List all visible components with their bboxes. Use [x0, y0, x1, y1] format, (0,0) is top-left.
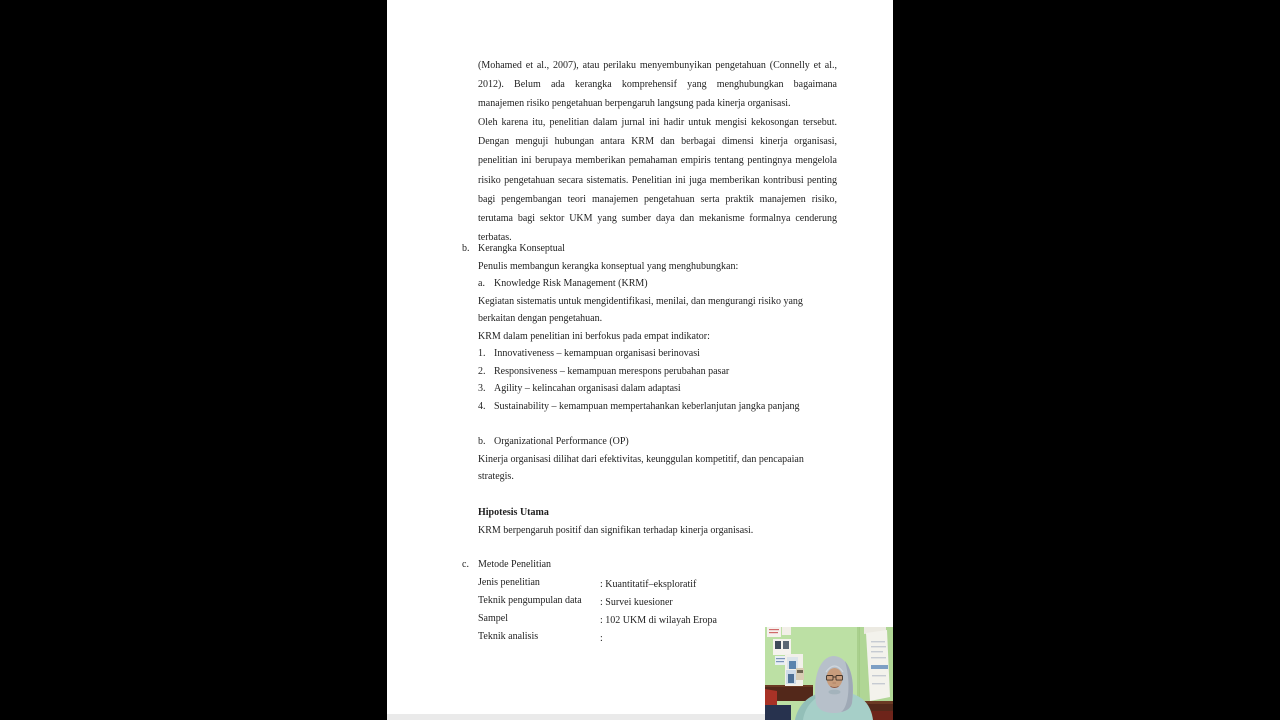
list-item	[462, 345, 837, 363]
body-line: strategis.	[478, 471, 514, 482]
paragraph-line: terbatas.	[478, 231, 512, 243]
sub-title: Knowledge Risk Management (KRM)	[494, 278, 648, 289]
presenter-video	[765, 627, 893, 720]
list-marker: 4.	[478, 400, 486, 412]
list-item	[462, 363, 837, 381]
paragraph-line: 2012). Belum ada kerangka komprehensif yang menghubungkan bagaimana	[478, 79, 837, 91]
list-item-text: Agility – kelincahan organisasi dalam adaptasi	[494, 383, 681, 394]
method-value: : 102 UKM di wilayah Eropa	[600, 615, 717, 626]
section-heading	[462, 556, 837, 574]
paragraph-line: Dengan menguji hubungan antara KRM dan berbagai dimensi kinerja organisasi,	[478, 136, 837, 148]
paragraph-line: risiko pengetahuan secara sistematis. Penelitian ini juga memberikan kontribusi penting	[478, 174, 837, 186]
list-item-text: Responsiveness – kemampuan merespons perubahan pasar	[494, 365, 730, 377]
paragraph	[478, 56, 837, 113]
sub-heading-op	[462, 433, 837, 451]
method-row	[462, 592, 837, 610]
paragraph-line: (Mohamed et al., 2007), atau perilaku menyembunyikan pengetahuan (Connelly et al.,	[478, 60, 837, 71]
paragraph-line: bagi pengembangan teori manajemen pengetahuan serta praktik manajemen risiko,	[478, 193, 837, 205]
section-organizational-performance	[462, 433, 837, 486]
list-marker: a.	[478, 278, 485, 289]
list-marker: 2.	[478, 365, 486, 377]
paragraph-line: terutama bagi sektor UKM yang sumber daya dan mekanisme formalnya cenderung	[478, 212, 837, 224]
method-value: : Kuantitatif–eksploratif	[600, 579, 697, 590]
section-title: Kerangka Konseptual	[478, 243, 565, 254]
webcam-overlay[interactable]	[765, 627, 893, 720]
paragraph-line: manajemen risiko pengetahuan berpengaruh langsung pada kinerja organisasi.	[478, 98, 791, 110]
list-item-text: Innovativeness – kemampuan organisasi berinovasi	[494, 348, 700, 359]
method-label: Teknik analisis	[478, 631, 539, 642]
section-heading	[462, 240, 837, 258]
paragraph-line: Oleh karena itu, penelitian dalam jurnal ini hadir untuk mengisi kekosongan tersebut.	[478, 117, 837, 129]
section-title: Metode Penelitian	[478, 559, 552, 570]
method-row	[462, 610, 837, 628]
method-label: Teknik pengumpulan data	[478, 595, 582, 606]
section-kerangka-konseptual	[462, 240, 837, 415]
sub-heading-krm	[462, 275, 837, 293]
method-value: : Survei kuesioner	[600, 597, 673, 608]
list-marker: b.	[478, 436, 486, 447]
method-row	[462, 574, 837, 592]
method-value: :	[600, 633, 603, 644]
list-marker: 3.	[478, 383, 486, 394]
body-line: Kegiatan sistematis untuk mengidentifikasi, menilai, dan mengurangi risiko yang	[478, 295, 803, 307]
body-line: Penulis membangun kerangka konseptual yang menghubungkan:	[478, 260, 739, 272]
sub-title: Organizational Performance (OP)	[494, 436, 629, 447]
intro-paragraphs	[478, 56, 837, 247]
method-label: Sampel	[478, 613, 508, 624]
list-marker: 1.	[478, 348, 486, 359]
method-label: Jenis penelitian	[478, 577, 540, 588]
list-item	[462, 398, 837, 416]
list-marker: b.	[462, 243, 470, 254]
section-hipotesis	[462, 504, 837, 539]
document-page	[387, 0, 893, 720]
body-line: berkaitan dengan pengetahuan.	[478, 313, 603, 324]
list-item	[462, 380, 837, 398]
body-line: KRM dalam penelitian ini berfokus pada empat indikator:	[478, 330, 710, 342]
body-line: Kinerja organisasi dilihat dari efektivitas, keunggulan kompetitif, dan pencapaian	[478, 453, 804, 465]
list-marker: c.	[462, 559, 469, 570]
list-item-text: Sustainability – kemampuan mempertahankan keberlanjutan jangka panjang	[494, 400, 800, 412]
hipotesis-text: KRM berpengaruh positif dan signifikan terhadap kinerja organisasi.	[478, 524, 754, 536]
paragraph	[478, 113, 837, 247]
paragraph-line: penelitian ini berupaya memberikan pemahaman empiris tentang pentingnya mengelola	[478, 155, 837, 167]
hipotesis-title: Hipotesis Utama	[478, 507, 549, 518]
